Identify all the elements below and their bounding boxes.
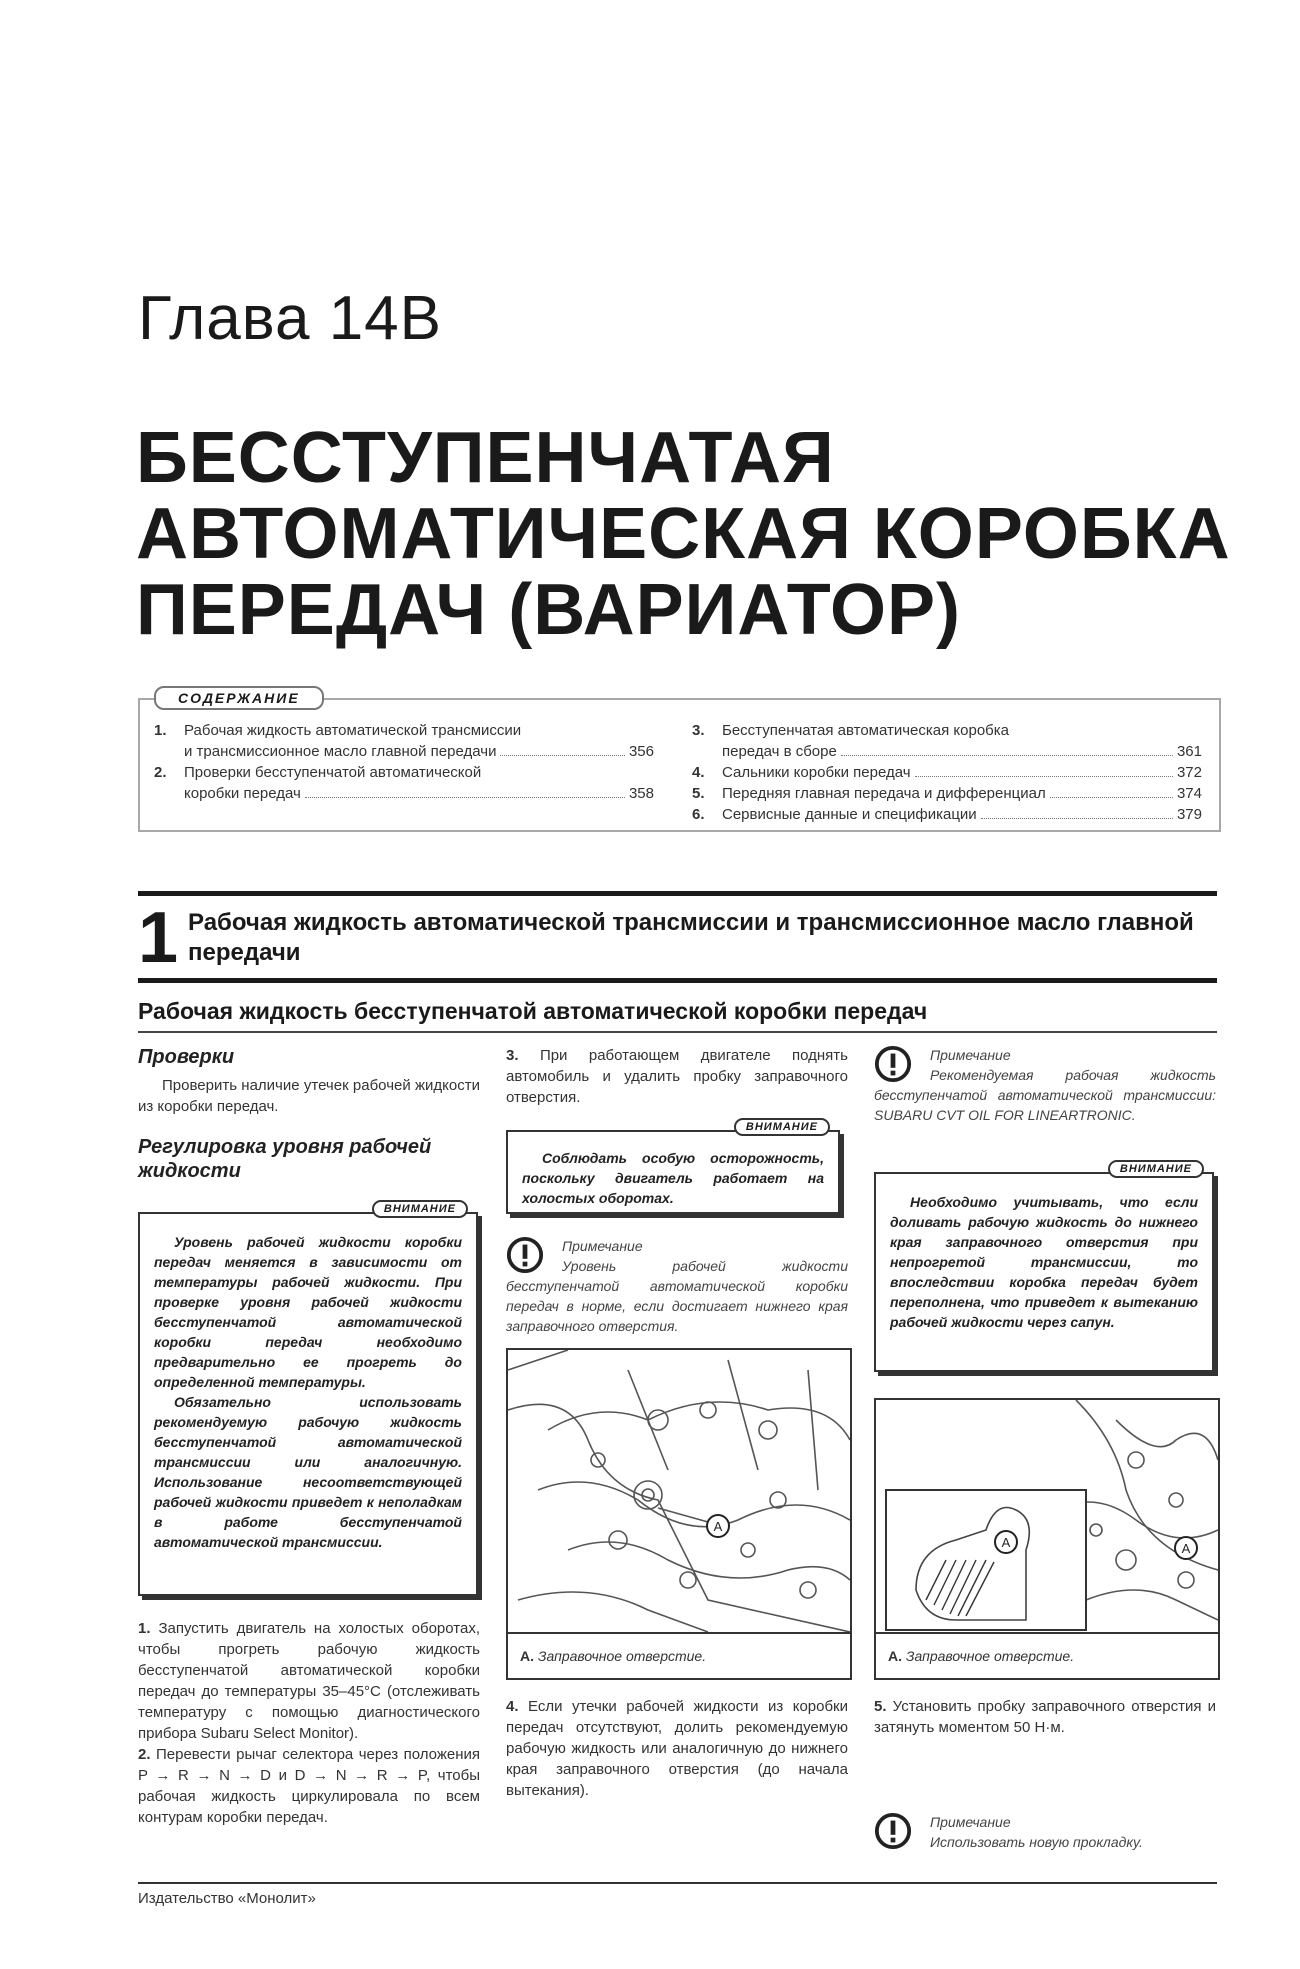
contents-column-left	[154, 720, 654, 804]
note-label: Примечание	[562, 1238, 643, 1254]
step-5	[874, 1696, 1216, 1738]
contents-item-page: 361	[1176, 743, 1202, 760]
figure-caption-letter: A.	[520, 1648, 534, 1664]
section-title: Рабочая жидкость автоматической трансмиссии и трансмиссионное масло главной передачи	[188, 909, 1194, 966]
chapter-title-line: БЕССТУПЕНЧАТАЯ	[136, 418, 835, 498]
warning-box	[506, 1121, 840, 1214]
step-number: 5.	[874, 1698, 887, 1715]
column-2-steps	[506, 1696, 848, 1801]
step-text: Перевести рычаг селектора через положения P → R → N → D и D → N → R → P, чтобы рабочая жидкость циркулировала по всем контурам коробки передач.	[138, 1746, 480, 1826]
step-text: Запустить двигатель на холостых оборотах, чтобы прогреть рабочую жидкость бесступенчатой автоматической коробки передач до температуры 35–45°С (отслеживать температуру с помощью диагностического прибора Subaru Select Monitor).	[138, 1620, 480, 1742]
transmission-drawing	[508, 1350, 850, 1632]
contents-item-text: передач в сборе	[722, 743, 837, 760]
footer-publisher: Издательство «Монолит»	[138, 1890, 316, 1907]
exclamation-icon	[874, 1812, 912, 1850]
contents-item-page: 372	[1176, 764, 1202, 781]
figure-marker: A	[713, 1519, 723, 1534]
checks-heading: Проверки	[138, 1046, 235, 1068]
step-number: 1.	[138, 1620, 151, 1637]
warning-text: Необходимо учитывать, что если доливать рабочую жидкость до нижнего края заправочного отверстия при непрогретой трансмиссии, то впоследствии коробка передач будет переполнена, что приведет к вытеканию рабочей жидкости через сапун.	[890, 1194, 1198, 1330]
warning-text: Обязательно использовать рекомендуемую рабочую жидкость бесступенчатой автоматической трансмиссии или аналогичную. Использование несоответствующей рабочей жидкости приведет к неполадкам в работе бесступенчатой автоматической трансмиссии.	[154, 1394, 462, 1550]
warning-tag: ВНИМАНИЕ	[372, 1200, 468, 1218]
contents-item-number: 6.	[692, 806, 705, 823]
contents-item-text: коробки передач	[184, 785, 301, 802]
note-block	[874, 1812, 1216, 1852]
warning-tag: ВНИМАНИЕ	[734, 1118, 830, 1136]
note-label: Примечание	[930, 1047, 1011, 1063]
contents-box	[138, 690, 1221, 832]
figure-caption	[876, 1632, 1218, 1678]
contents-item[interactable]	[692, 720, 1202, 762]
warning-box	[874, 1163, 1214, 1372]
contents-title: СОДЕРЖАНИЕ	[154, 686, 324, 710]
contents-item-text: Проверки бесступенчатой автоматической	[184, 764, 482, 781]
transmission-drawing	[876, 1400, 1218, 1632]
chapter-label: Глава 14В	[138, 284, 443, 353]
step-1	[138, 1618, 480, 1744]
step-3	[506, 1045, 848, 1108]
contents-item-number: 5.	[692, 785, 705, 802]
note-block	[874, 1045, 1216, 1125]
chapter-title-line: ПЕРЕДАЧ (ВАРИАТОР)	[136, 570, 961, 650]
footer-rule	[138, 1882, 1217, 1884]
chapter-title	[136, 420, 1236, 648]
step-number: 4.	[506, 1698, 519, 1715]
contents-item[interactable]	[154, 762, 654, 804]
step-2	[138, 1744, 480, 1828]
warning-text: Соблюдать особую осторожность, поскольку двигатель работает на холостых оборотах.	[522, 1150, 824, 1206]
warning-box	[138, 1203, 478, 1596]
step-text: При работающем двигателе поднять автомобиль и удалить пробку заправочного отверстия.	[506, 1047, 848, 1106]
column-3-steps	[874, 1696, 1216, 1738]
level-heading: Регулировка уровня рабочей жидкости	[138, 1136, 432, 1182]
step-text: Установить пробку заправочного отверстия и затянуть моментом 50 Н·м.	[874, 1698, 1216, 1736]
contents-item[interactable]	[692, 804, 1202, 825]
figure-filler-hole	[506, 1348, 852, 1680]
note-label: Примечание	[930, 1814, 1011, 1830]
contents-item-page: 374	[1176, 785, 1202, 802]
checks-text: Проверить наличие утечек рабочей жидкости из коробки передач.	[138, 1077, 480, 1115]
contents-item-text: Бесступенчатая автоматическая коробка	[722, 722, 1009, 739]
step-number: 2.	[138, 1746, 151, 1763]
step-number: 3.	[506, 1047, 519, 1064]
subsection-title: Рабочая жидкость бесступенчатой автоматической коробки передач	[138, 998, 928, 1024]
contents-item-text: Сальники коробки передач	[722, 764, 911, 781]
figure-caption-text: Заправочное отверстие.	[905, 1648, 1075, 1664]
note-text: Уровень рабочей жидкости бесступенчатой автоматической коробки передач в норме, если достигает нижнего края заправочного отверстия.	[506, 1258, 848, 1334]
contents-item-number: 3.	[692, 722, 705, 739]
contents-item-number: 1.	[154, 722, 167, 739]
contents-item-text: Рабочая жидкость автоматической трансмиссии	[184, 722, 522, 739]
contents-item-number: 4.	[692, 764, 705, 781]
contents-item[interactable]	[692, 783, 1202, 804]
figure-caption-text: Заправочное отверстие.	[537, 1648, 707, 1664]
contents-item[interactable]	[154, 720, 654, 762]
contents-item-page: 358	[628, 785, 654, 802]
section-rule-top	[138, 891, 1217, 896]
contents-item-page: 379	[1176, 806, 1202, 823]
contents-item-text: и трансмиссионное масло главной передачи	[184, 743, 497, 760]
contents-item-text: Передняя главная передача и дифференциал	[722, 785, 1046, 802]
warning-text: Уровень рабочей жидкости коробки передач меняется в зависимости от температуры рабочей жидкости. При проверке уровня рабочей жидкости бесступенчатой автоматической коробки передач необходимо предварительно ее прогреть до определенной температуры.	[154, 1234, 462, 1390]
exclamation-icon	[506, 1236, 544, 1274]
subsection-rule	[138, 1031, 1217, 1033]
chapter-title-line: АВТОМАТИЧЕСКАЯ КОРОБКА	[136, 494, 1231, 574]
warning-tag: ВНИМАНИЕ	[1108, 1160, 1204, 1178]
column-2	[506, 1045, 848, 1108]
step-4	[506, 1696, 848, 1801]
note-text: Рекомендуемая рабочая жидкость бесступенчатой автоматической трансмиссии: SUBARU CVT OIL FOR LINEARTRONIC.	[874, 1067, 1216, 1123]
contents-item-text: Сервисные данные и спецификации	[722, 806, 977, 823]
section-rule-bottom	[138, 978, 1217, 983]
figure-filler-hole	[874, 1398, 1220, 1680]
note-text: Использовать новую прокладку.	[930, 1834, 1143, 1850]
figure-caption-letter: A.	[888, 1648, 902, 1664]
contents-item[interactable]	[692, 762, 1202, 783]
contents-item-number: 2.	[154, 764, 167, 781]
note-block	[506, 1236, 848, 1336]
figure-caption	[508, 1632, 850, 1678]
column-1	[138, 1045, 480, 1183]
figure-marker: A	[1001, 1535, 1011, 1550]
section-number: 1	[138, 898, 179, 978]
exclamation-icon	[874, 1045, 912, 1083]
step-text: Если утечки рабочей жидкости из коробки передач отсутствуют, долить рекомендуемую рабочую жидкость или аналогичную до нижнего края заправочного отверстия (до начала вытекания).	[506, 1698, 849, 1799]
contents-item-page: 356	[628, 743, 654, 760]
figure-marker: A	[1181, 1541, 1191, 1556]
column-1-steps	[138, 1618, 480, 1828]
contents-column-right	[692, 720, 1202, 825]
